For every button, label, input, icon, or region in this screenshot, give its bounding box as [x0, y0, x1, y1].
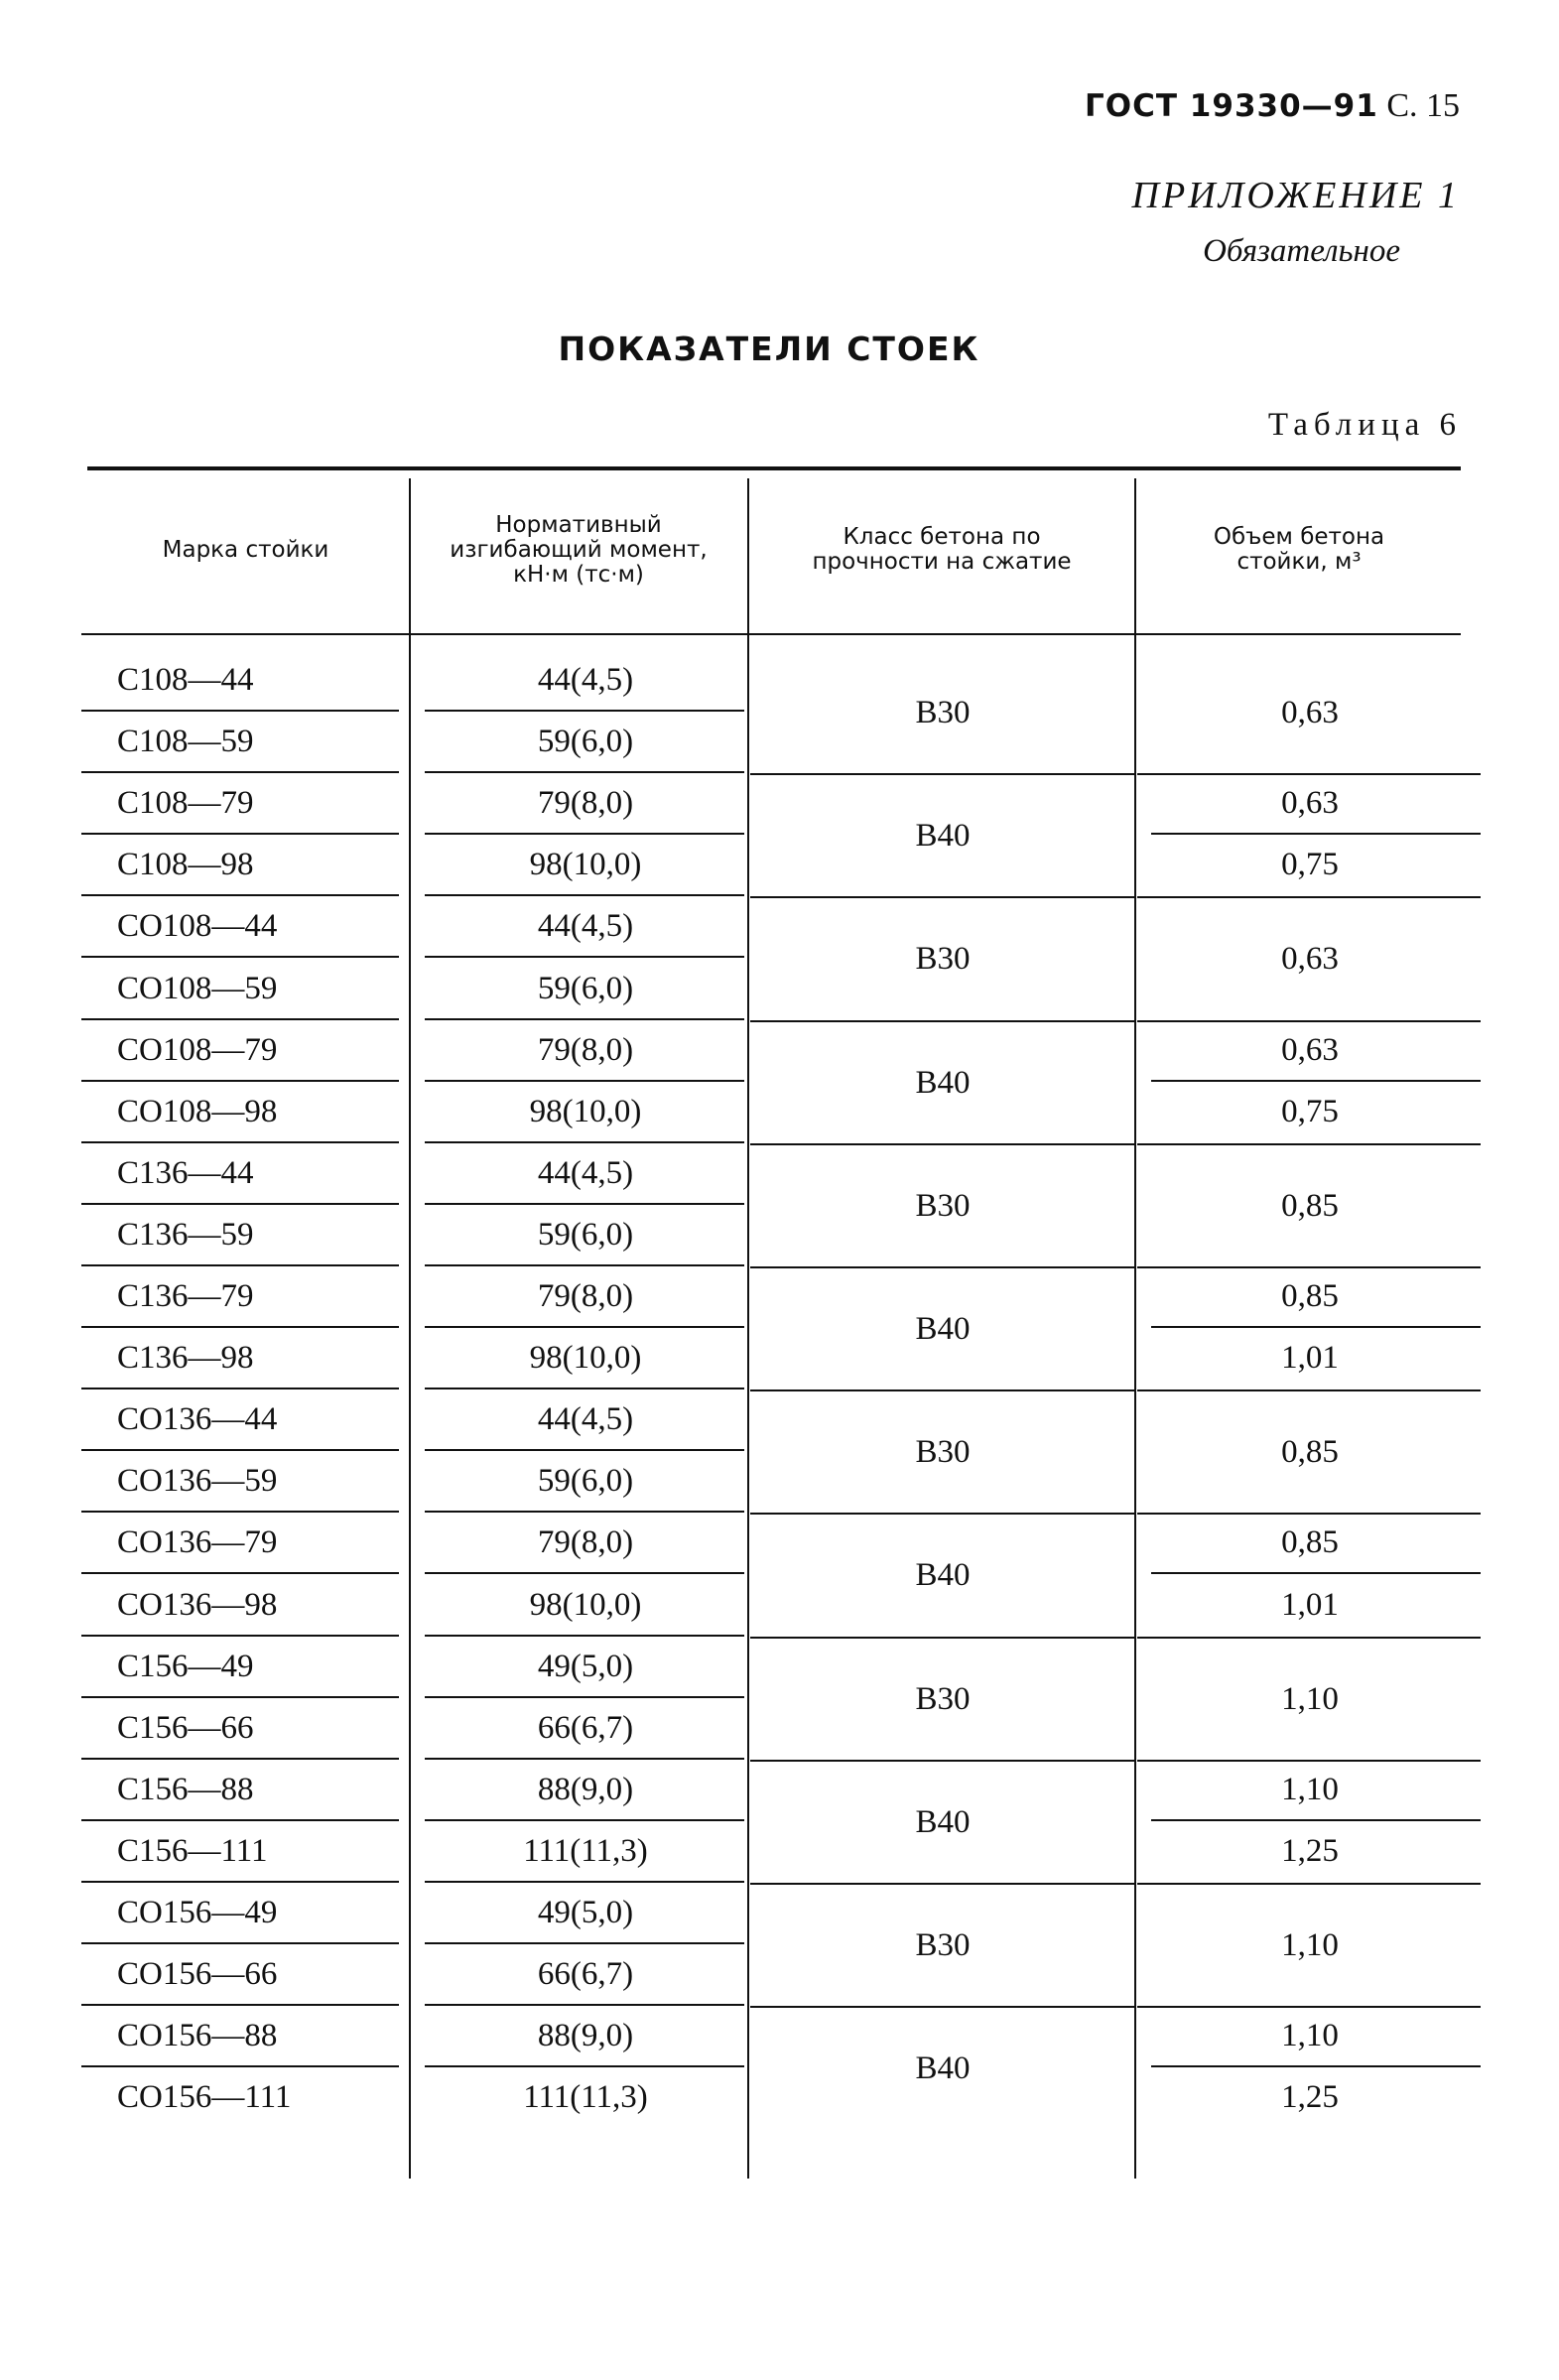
column-header-2: Нормативный изгибающий момент, кН·м (тс·м) [450, 511, 708, 588]
moment-cell: 49(5,0) [537, 1895, 634, 1930]
row-rule-mark [81, 1141, 399, 1143]
moment-cell: 66(6,7) [537, 1956, 634, 1993]
group-rule-volume [1137, 773, 1481, 775]
concrete-class-cell: В40 [915, 2050, 971, 2087]
volume-cell: 0,75 [1281, 1093, 1339, 1129]
row-rule-moment [425, 710, 744, 712]
volume-cell: 0,85 [1281, 1187, 1339, 1224]
concrete-class-cell: В30 [915, 695, 971, 731]
moment-cell: 59(6,0) [537, 724, 634, 760]
document-title: ПОКАЗАТЕЛИ СТОЕК [558, 330, 980, 368]
mark-cell: СО156—111 [117, 2079, 292, 2116]
column-header-1: Марка стойки [162, 536, 329, 563]
mark-cell: С156—111 [117, 1832, 268, 1869]
mark-cell: СО136—44 [117, 1401, 278, 1438]
row-rule-moment [425, 1881, 744, 1883]
mark-cell: С136—59 [117, 1216, 254, 1253]
row-rule-mark [81, 833, 399, 835]
row-rule-mark [81, 1388, 399, 1389]
column-divider-3 [1134, 478, 1136, 2179]
moment-cell: 79(8,0) [537, 1278, 634, 1314]
volume-inner-rule [1151, 1819, 1481, 1821]
moment-cell: 79(8,0) [537, 1031, 634, 1068]
volume-cell: 0,85 [1281, 1278, 1339, 1314]
row-rule-mark [81, 1881, 399, 1883]
moment-cell: 98(10,0) [529, 1093, 642, 1129]
row-rule-mark [81, 710, 399, 712]
moment-cell: 59(6,0) [537, 970, 634, 1006]
volume-inner-rule [1151, 833, 1481, 835]
mark-cell: С108—44 [117, 662, 254, 698]
group-rule-class [750, 1143, 1134, 1145]
volume-cell: 1,10 [1281, 1680, 1339, 1717]
row-rule-moment [425, 1326, 744, 1328]
row-rule-moment [425, 1758, 744, 1760]
column-header-3: Класс бетона по прочности на сжатие [812, 524, 1072, 575]
row-rule-mark [81, 1080, 399, 1082]
row-rule-moment [425, 1511, 744, 1513]
moment-cell: 98(10,0) [529, 847, 642, 883]
volume-cell: 1,01 [1281, 1586, 1339, 1623]
volume-cell: 0,85 [1281, 1524, 1339, 1561]
moment-cell: 79(8,0) [537, 785, 634, 822]
row-rule-moment [425, 833, 744, 835]
group-rule-class [750, 1883, 1134, 1885]
concrete-class-cell: В40 [915, 1803, 971, 1840]
mark-cell: СО108—59 [117, 970, 278, 1006]
concrete-class-cell: В30 [915, 941, 971, 978]
group-rule-volume [1137, 1883, 1481, 1885]
mark-cell: С136—79 [117, 1278, 254, 1314]
group-rule-class [750, 2006, 1134, 2008]
table-label: Таблица 6 [1267, 407, 1462, 443]
group-rule-class [750, 773, 1134, 775]
row-rule-moment [425, 771, 744, 773]
row-rule-moment [425, 1080, 744, 1082]
row-rule-mark [81, 1758, 399, 1760]
row-rule-mark [81, 1696, 399, 1698]
mark-cell: С108—59 [117, 724, 254, 760]
volume-inner-rule [1151, 1080, 1481, 1082]
volume-inner-rule [1151, 1326, 1481, 1328]
concrete-class-cell: В40 [915, 1064, 971, 1101]
volume-cell: 0,63 [1281, 785, 1339, 822]
row-rule-moment [425, 1696, 744, 1698]
row-rule-mark [81, 1326, 399, 1328]
volume-cell: 0,63 [1281, 941, 1339, 978]
group-rule-class [750, 1513, 1134, 1515]
moment-cell: 44(4,5) [537, 1401, 634, 1438]
row-rule-mark [81, 1942, 399, 1944]
concrete-class-cell: В30 [915, 1680, 971, 1717]
standard-number: ГОСТ 19330—91 [1085, 88, 1378, 124]
column-divider-2 [747, 478, 749, 2179]
moment-cell: 59(6,0) [537, 1216, 634, 1253]
mark-cell: С156—49 [117, 1648, 254, 1684]
row-rule-mark [81, 1449, 399, 1451]
moment-cell: 66(6,7) [537, 1709, 634, 1746]
volume-cell: 1,10 [1281, 1771, 1339, 1807]
volume-inner-rule [1151, 2065, 1481, 2067]
row-rule-mark [81, 956, 399, 958]
concrete-class-cell: В30 [915, 1434, 971, 1471]
mark-cell: С108—79 [117, 785, 254, 822]
appendix-label: ПРИЛОЖЕНИЕ 1 [1131, 175, 1460, 216]
row-rule-moment [425, 1264, 744, 1266]
moment-cell: 88(9,0) [537, 2018, 634, 2054]
group-rule-class [750, 1760, 1134, 1762]
concrete-class-cell: В40 [915, 1557, 971, 1594]
group-rule-volume [1137, 1143, 1481, 1145]
volume-cell: 0,63 [1281, 1031, 1339, 1068]
mark-cell: СО108—79 [117, 1031, 278, 1068]
moment-cell: 44(4,5) [537, 908, 634, 945]
group-rule-volume [1137, 1760, 1481, 1762]
row-rule-moment [425, 1203, 744, 1205]
page-number: С. 15 [1386, 87, 1460, 124]
row-rule-mark [81, 2065, 399, 2067]
header-bottom-rule [81, 633, 1461, 635]
group-rule-volume [1137, 2006, 1481, 2008]
mark-cell: С136—98 [117, 1340, 254, 1377]
group-rule-class [750, 896, 1134, 898]
mark-cell: СО156—66 [117, 1956, 278, 1993]
row-rule-moment [425, 1388, 744, 1389]
row-rule-mark [81, 1511, 399, 1513]
volume-cell: 1,10 [1281, 2018, 1339, 2054]
concrete-class-cell: В40 [915, 1311, 971, 1348]
row-rule-moment [425, 1572, 744, 1574]
column-divider-1 [409, 478, 411, 2179]
row-rule-mark [81, 1203, 399, 1205]
group-rule-volume [1137, 896, 1481, 898]
column-header-4: Объем бетона стойки, м³ [1213, 524, 1385, 575]
mark-cell: СО136—59 [117, 1463, 278, 1500]
moment-cell: 111(11,3) [523, 1832, 648, 1869]
group-rule-volume [1137, 1389, 1481, 1391]
concrete-class-cell: В30 [915, 1187, 971, 1224]
moment-cell: 44(4,5) [537, 1154, 634, 1191]
mark-cell: С108—98 [117, 847, 254, 883]
row-rule-mark [81, 1572, 399, 1574]
moment-cell: 98(10,0) [529, 1586, 642, 1623]
row-rule-moment [425, 1635, 744, 1637]
moment-cell: 98(10,0) [529, 1340, 642, 1377]
group-rule-class [750, 1637, 1134, 1639]
volume-cell: 1,25 [1281, 1832, 1339, 1869]
row-rule-mark [81, 1264, 399, 1266]
group-rule-volume [1137, 1266, 1481, 1268]
group-rule-volume [1137, 1637, 1481, 1639]
mark-cell: С156—66 [117, 1709, 254, 1746]
row-rule-mark [81, 2004, 399, 2006]
row-rule-mark [81, 1018, 399, 1020]
volume-inner-rule [1151, 1572, 1481, 1574]
row-rule-moment [425, 1141, 744, 1143]
group-rule-volume [1137, 1020, 1481, 1022]
row-rule-moment [425, 894, 744, 896]
row-rule-mark [81, 894, 399, 896]
concrete-class-cell: В40 [915, 818, 971, 855]
moment-cell: 111(11,3) [523, 2079, 648, 2116]
mark-cell: СО108—44 [117, 908, 278, 945]
row-rule-moment [425, 1449, 744, 1451]
mark-cell: СО136—79 [117, 1524, 278, 1561]
mark-cell: СО156—88 [117, 2018, 278, 2054]
mark-cell: С156—88 [117, 1771, 254, 1807]
group-rule-class [750, 1389, 1134, 1391]
page-header [1085, 87, 1460, 125]
group-rule-volume [1137, 1513, 1481, 1515]
volume-cell: 1,10 [1281, 1927, 1339, 1964]
row-rule-mark [81, 1819, 399, 1821]
row-rule-mark [81, 771, 399, 773]
volume-cell: 1,01 [1281, 1340, 1339, 1377]
volume-cell: 0,63 [1281, 695, 1339, 731]
mark-cell: С136—44 [117, 1154, 254, 1191]
appendix-status: Обязательное [1203, 233, 1400, 269]
volume-cell: 1,25 [1281, 2079, 1339, 2116]
row-rule-moment [425, 956, 744, 958]
mark-cell: СО156—49 [117, 1895, 278, 1930]
row-rule-moment [425, 1819, 744, 1821]
moment-cell: 88(9,0) [537, 1771, 634, 1807]
row-rule-moment [425, 1942, 744, 1944]
mark-cell: СО108—98 [117, 1093, 278, 1129]
moment-cell: 44(4,5) [537, 662, 634, 698]
mark-cell: СО136—98 [117, 1586, 278, 1623]
group-rule-class [750, 1020, 1134, 1022]
row-rule-mark [81, 1635, 399, 1637]
volume-cell: 0,85 [1281, 1434, 1339, 1471]
row-rule-moment [425, 1018, 744, 1020]
moment-cell: 49(5,0) [537, 1648, 634, 1684]
volume-cell: 0,75 [1281, 847, 1339, 883]
table-top-rule [87, 466, 1461, 470]
row-rule-moment [425, 2065, 744, 2067]
moment-cell: 79(8,0) [537, 1524, 634, 1561]
moment-cell: 59(6,0) [537, 1463, 634, 1500]
concrete-class-cell: В30 [915, 1927, 971, 1964]
group-rule-class [750, 1266, 1134, 1268]
row-rule-moment [425, 2004, 744, 2006]
